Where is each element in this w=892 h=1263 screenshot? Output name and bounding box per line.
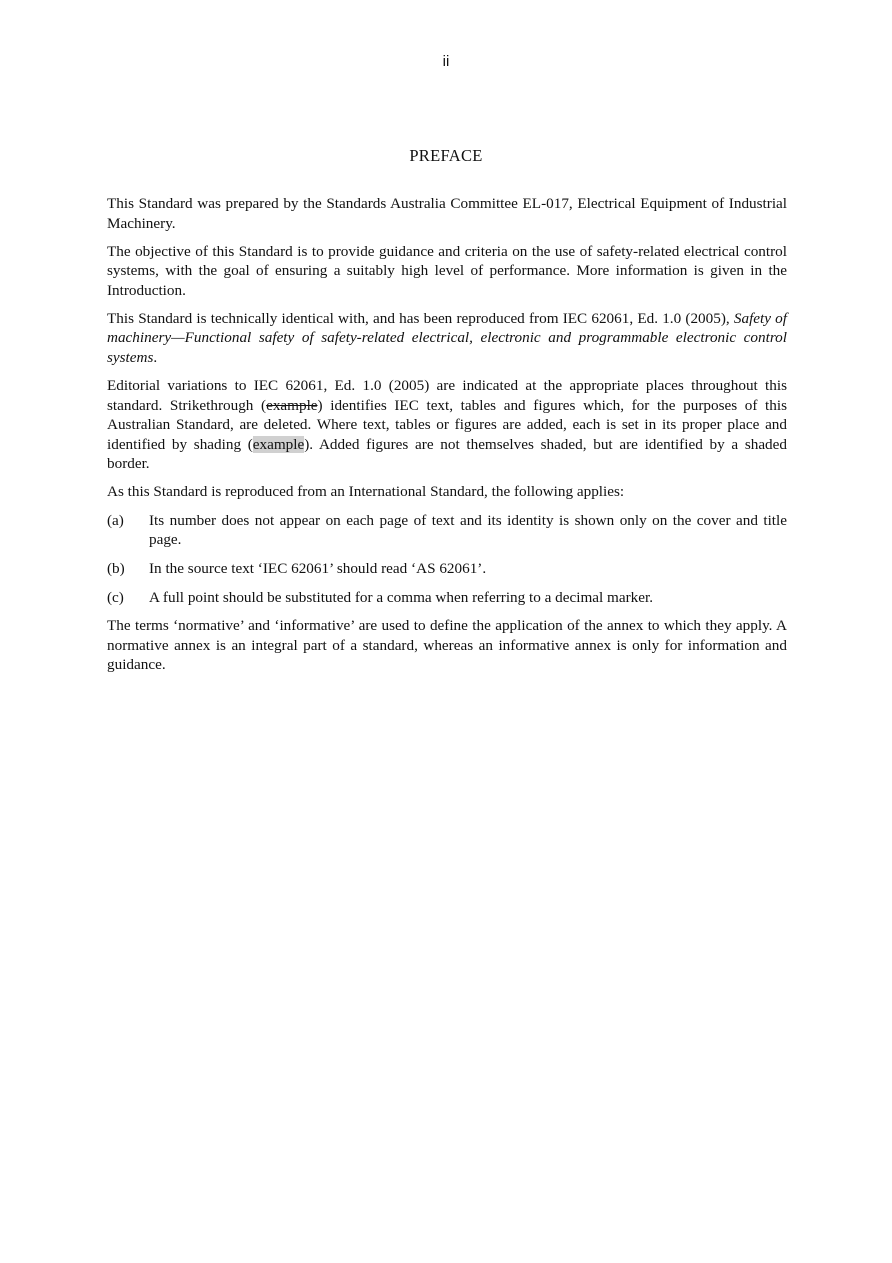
list-item-text: Its number does not appear on each page of text and its identity is shown only on the cover and title page. xyxy=(149,511,787,549)
list-marker: (a) xyxy=(107,511,124,529)
paragraph-source xyxy=(107,309,787,368)
list-item-a xyxy=(107,511,787,550)
paragraph-source-text: This Standard is technically identical with, and has been reproduced from IEC 62061, Ed. 1.0 (2005), xyxy=(107,309,734,327)
list-marker: (b) xyxy=(107,560,125,578)
strikethrough-example: example xyxy=(266,396,318,414)
editorial-text-1: Editorial variations to IEC 62061, Ed. 1.0 (2005) are indicated at the appropriate places throughout this standard. Strikethrough ( xyxy=(107,376,787,414)
editorial-text-3: ). Added figures are not themselves shaded, but are identified by a shaded border. xyxy=(107,435,787,473)
source-standard-title: Safety of machinery—Functional safety of safety-related electrical, electronic and programmable electronic control systems xyxy=(107,309,787,366)
list-marker: (c) xyxy=(107,588,124,606)
list-item-text: In the source text ‘IEC 62061’ should read ‘AS 62061’. xyxy=(149,560,487,578)
paragraph-editorial-variations xyxy=(107,376,787,474)
paragraph-source-end: . xyxy=(153,348,158,366)
paragraph-objective: The objective of this Standard is to provide guidance and criteria on the use of safety-related electrical control systems, with the goal of ensuring a suitably high level of performance. More information is given in the Introduction. xyxy=(107,242,787,299)
editorial-text-2: ) identifies IEC text, tables and figures which, for the purposes of this Australian Standard, are deleted. Where text, tables or figures are added, each is set in its proper place and identified by shading ( xyxy=(107,396,787,453)
list-item-b xyxy=(107,559,787,579)
page-number: ii xyxy=(442,53,450,70)
shaded-example: example xyxy=(252,435,305,453)
list-item-text: A full point should be substituted for a comma when referring to a decimal marker. xyxy=(149,588,654,606)
paragraph-annex-terms: The terms ‘normative’ and ‘informative’ are used to define the application of the annex to which they apply. A normative annex is an integral part of a standard, whereas an informative annex is only for information and guidance. xyxy=(107,617,787,674)
list-item-c xyxy=(107,588,787,608)
paragraph-applies: As this Standard is reproduced from an International Standard, the following applies: xyxy=(107,483,625,501)
paragraph-committee: This Standard was prepared by the Standards Australia Committee EL-017, Electrical Equipment of Industrial Machinery. xyxy=(107,195,787,232)
document-body xyxy=(107,194,787,683)
page-title: PREFACE xyxy=(409,146,483,165)
